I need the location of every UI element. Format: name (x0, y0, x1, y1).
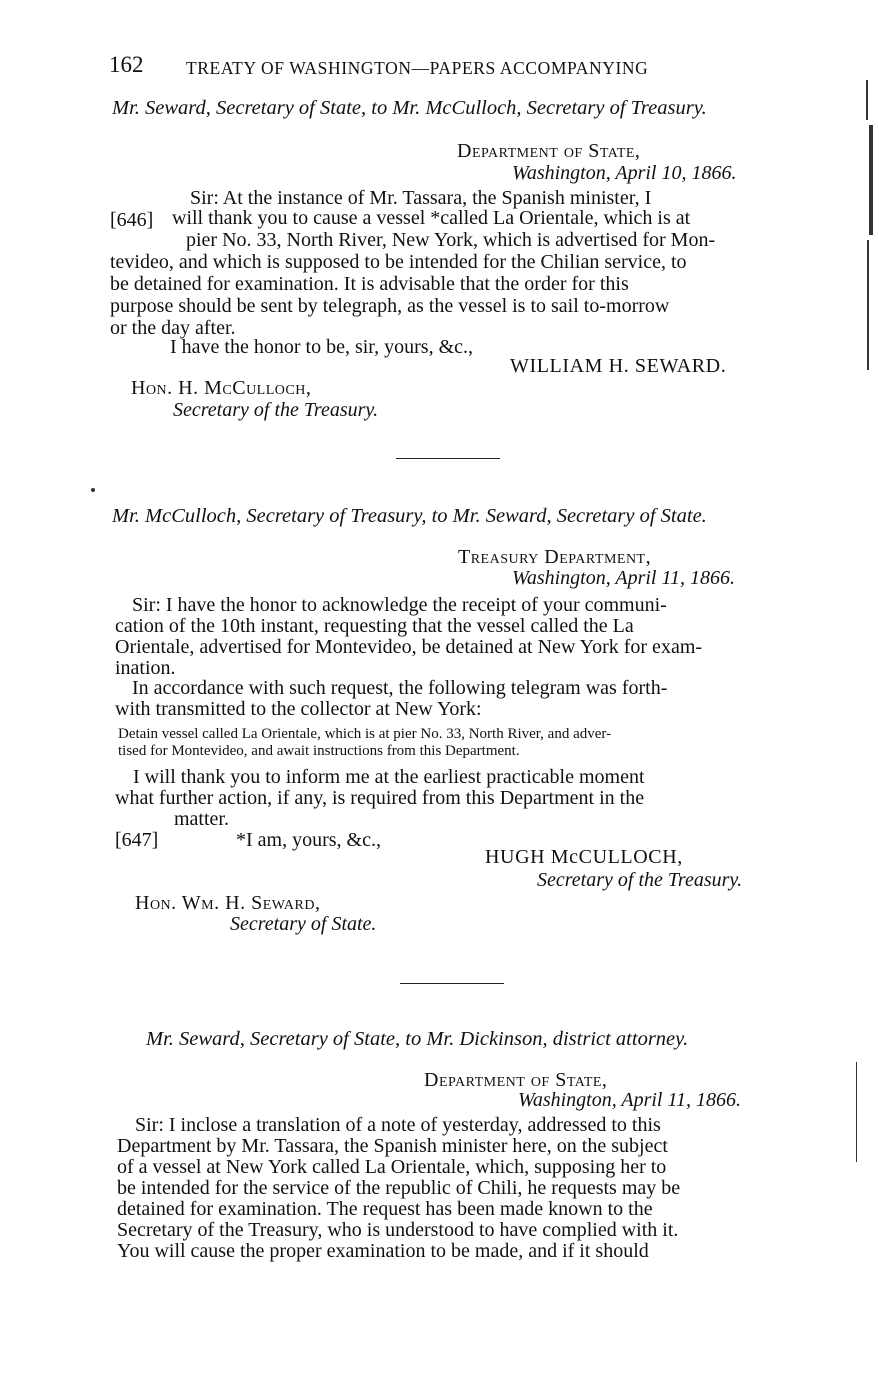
letter-3-body-line: Department by Mr. Tassara, the Spanish minister here, on the subject (117, 1135, 668, 1157)
page-number: 162 (109, 52, 144, 77)
letter-2-body-line: I will thank you to inform me at the earliest practicable moment (133, 766, 645, 788)
letter-3-dept: Department of State, (424, 1069, 608, 1091)
scan-artifact-dot (91, 488, 95, 492)
letter-1-place-date: Washington, April 10, 1866. (512, 162, 737, 184)
scan-artifact-mark (856, 1062, 857, 1162)
letter-2-heading: Mr. McCulloch, Secretary of Treasury, to Mr. Seward, Secretary of State. (112, 505, 707, 527)
letter-3-body-line: be intended for the service of the republic of Chili, he requests may be (117, 1177, 681, 1199)
scan-artifact-mark (866, 80, 868, 120)
letter-3-place-date: Washington, April 11, 1866. (518, 1089, 741, 1111)
letter-1-dept: Department of State, (457, 140, 641, 162)
letter-2-body-line: with transmitted to the collector at New York: (115, 698, 482, 720)
marginal-ref-646: [646] (110, 209, 154, 231)
section-divider (400, 983, 504, 984)
letter-3-heading: Mr. Seward, Secretary of State, to Mr. Dickinson, district attorney. (146, 1028, 689, 1050)
letter-1-body-line: be detained for examination. It is advisable that the order for this (110, 273, 629, 295)
letter-1-body-line: or the day after. (110, 317, 236, 339)
letter-2-body-line: what further action, if any, is required from this Department in the (115, 787, 645, 809)
letter-1-heading: Mr. Seward, Secretary of State, to Mr. McCulloch, Secretary of Treasury. (112, 97, 707, 119)
letter-1-addressee-name: Hon. H. McCulloch, (131, 377, 312, 399)
letter-1-body-line: purpose should be sent by telegraph, as the vessel is to sail to-morrow (110, 295, 670, 317)
scan-artifact-mark (867, 240, 869, 370)
running-title: TREATY OF WASHINGTON—PAPERS ACCOMPANYING (186, 58, 649, 78)
letter-2-body-line: Sir: I have the honor to acknowledge the receipt of your communi- (132, 594, 667, 616)
telegram-line: Detain vessel called La Orientale, which is at pier No. 33, North River, and adver- (118, 726, 612, 742)
letter-2-body-line: matter. (174, 808, 229, 830)
marginal-ref-647: [647] (115, 829, 159, 851)
telegram-line: tised for Montevideo, and await instructions from this Department. (118, 743, 520, 759)
letter-3-body-line: of a vessel at New York called La Orientale, which, supposing her to (117, 1156, 667, 1178)
letter-3-body-line: detained for examination. The request has been made known to the (117, 1198, 653, 1220)
letter-3-body-line: You will cause the proper examination to be made, and if it should (117, 1240, 649, 1262)
letter-2-signature-title: Secretary of the Treasury. (537, 869, 743, 891)
letter-2-body-line: Orientale, advertised for Montevideo, be detained at New York for exam- (115, 636, 703, 658)
section-divider (396, 458, 500, 459)
letter-2-place-date: Washington, April 11, 1866. (512, 567, 735, 589)
letter-1-body-line: tevideo, and which is supposed to be intended for the Chilian service, to (110, 251, 687, 273)
letter-1-body-line: pier No. 33, North River, New York, which is advertised for Mon- (186, 229, 716, 251)
letter-2-addressee-title: Secretary of State. (230, 913, 377, 935)
letter-3-body-line: Secretary of the Treasury, who is understood to have complied with it. (117, 1219, 679, 1241)
letter-3-body-line: Sir: I inclose a translation of a note of yesterday, addressed to this (135, 1114, 661, 1136)
letter-2-body-line: ination. (115, 657, 176, 679)
letter-1-signature: WILLIAM H. SEWARD. (510, 355, 727, 377)
scan-artifact-mark (869, 125, 873, 235)
letter-1-closing: I have the honor to be, sir, yours, &c., (170, 336, 474, 358)
letter-2-body-line: cation of the 10th instant, requesting that the vessel called the La (115, 615, 634, 637)
letter-2-addressee-name: Hon. Wm. H. Seward, (135, 892, 321, 914)
letter-1-body-line: Sir: At the instance of Mr. Tassara, the Spanish minister, I (190, 187, 652, 209)
letter-1-body-line: will thank you to cause a vessel *called La Orientale, which is at (172, 207, 691, 229)
letter-2-body-line: In accordance with such request, the following telegram was forth- (132, 677, 668, 699)
letter-2-dept: Treasury Department, (458, 546, 652, 568)
letter-2-closing: *I am, yours, &c., (236, 829, 381, 851)
letter-2-signature: HUGH McCULLOCH, (485, 846, 683, 868)
letter-1-addressee-title: Secretary of the Treasury. (173, 399, 379, 421)
